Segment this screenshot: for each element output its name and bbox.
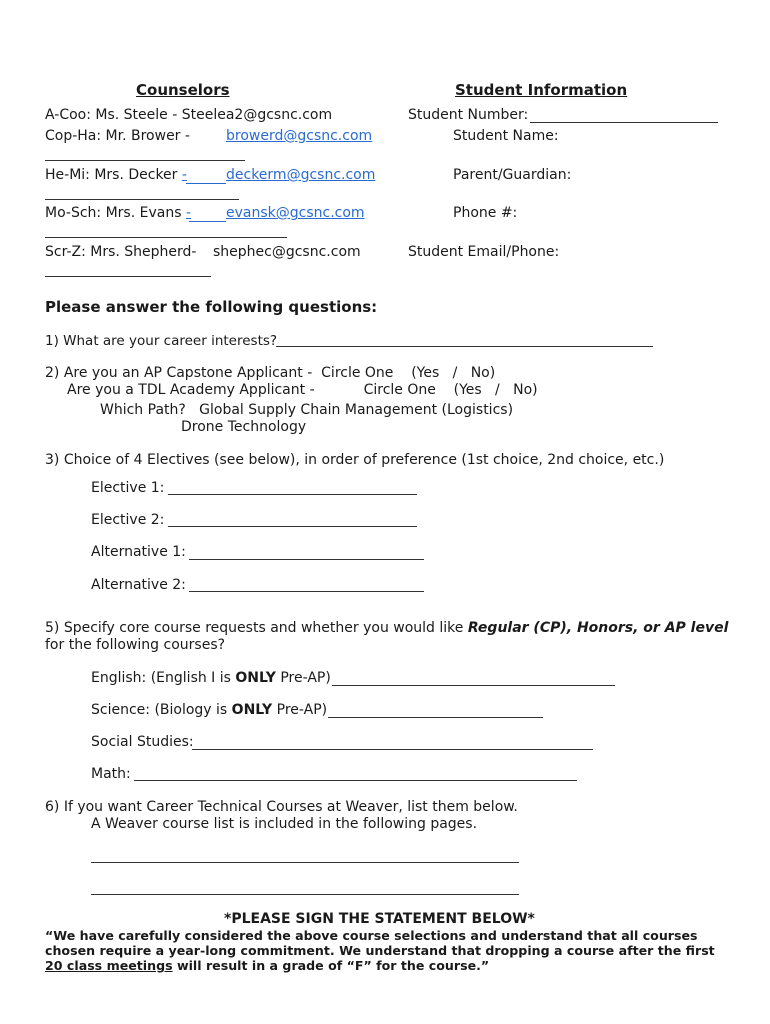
- q2-line1: 2) Are you an AP Capstone Applicant - Circle One (Yes / No): [45, 365, 496, 381]
- student-info-heading: Student Information: [455, 81, 628, 99]
- q3-text: 3) Choice of 4 Electives (see below), in order of preference (1st choice, 2nd choice, etc.): [45, 452, 665, 468]
- statement-rest: will result in a grade of “F” for the course.”: [172, 958, 490, 973]
- alternative-2-line[interactable]: [189, 591, 424, 592]
- statement-underlined: 20 class meetings: [45, 958, 173, 973]
- phone-label: Phone #:: [453, 205, 518, 221]
- counselor-row-3: [45, 167, 187, 183]
- counselor-email: shephec@gcsnc.com: [213, 244, 361, 260]
- counselor-dash-link[interactable]: -: [185, 205, 191, 221]
- blank-line: [45, 199, 239, 200]
- link-underline: [186, 183, 226, 184]
- counselor-dash-link[interactable]: -: [181, 167, 187, 183]
- parent-guardian-label: Parent/Guardian:: [453, 167, 572, 183]
- q5-text-2: for the following courses?: [45, 637, 226, 653]
- counselors-heading: Counselors: [136, 81, 230, 99]
- social-studies-label: Social Studies:: [91, 734, 194, 750]
- counselor-label: Mo-Sch: Mrs. Evans: [45, 205, 186, 221]
- q6-line-2[interactable]: [91, 894, 519, 895]
- blank-line: [45, 237, 287, 238]
- statement-title: *PLEASE SIGN THE STATEMENT BELOW*: [224, 911, 535, 927]
- q6-line-1[interactable]: [91, 862, 519, 863]
- english-label-pre: English: (English I is: [91, 670, 236, 686]
- counselor-row-4: [45, 205, 191, 221]
- questions-title: Please answer the following questions:: [45, 298, 378, 316]
- english-line[interactable]: [332, 685, 615, 686]
- q1-text: 1) What are your career interests?: [45, 333, 278, 349]
- counselor-email-link[interactable]: browerd@gcsnc.com: [226, 128, 373, 144]
- counselor-email[interactable]: Steelea2@gcsnc.com: [181, 107, 333, 123]
- blank-line: [45, 160, 245, 161]
- q5-emphasis: Regular (CP), Honors, or AP level: [467, 620, 729, 636]
- link-underline: [189, 221, 226, 222]
- math-label: Math:: [91, 766, 131, 782]
- statement-line-1: “We have carefully considered the above course selections and understand that all courses: [45, 928, 698, 943]
- science-line[interactable]: [328, 717, 543, 718]
- counselor-row-2: [45, 128, 190, 144]
- student-name-label: Student Name:: [453, 128, 559, 144]
- alternative-1-label: Alternative 1:: [91, 544, 186, 560]
- q6-text: 6) If you want Career Technical Courses at Weaver, list them below.: [45, 799, 518, 815]
- q6-sub: A Weaver course list is included in the following pages.: [91, 816, 478, 832]
- student-number-label: Student Number:: [408, 107, 529, 123]
- statement-line-3: [45, 958, 489, 973]
- alternative-1-line[interactable]: [189, 559, 424, 560]
- science-label: [91, 702, 327, 718]
- social-studies-line[interactable]: [192, 749, 593, 750]
- student-number-line[interactable]: [530, 122, 718, 123]
- counselor-row-5: [45, 244, 196, 260]
- english-label-bold: ONLY: [235, 670, 276, 686]
- q2-line4: Drone Technology: [181, 419, 307, 435]
- counselor-label: He-Mi: Mrs. Decker: [45, 167, 182, 183]
- counselor-label: Scr-Z: Mrs. Shepherd-: [45, 244, 197, 260]
- q2-line3: Which Path? Global Supply Chain Management (Logistics): [100, 402, 514, 418]
- alternative-2-label: Alternative 2:: [91, 577, 186, 593]
- science-label-pre: Science: (Biology is: [91, 702, 232, 718]
- q5-text: [45, 620, 728, 636]
- elective-1-line[interactable]: [168, 494, 417, 495]
- blank-line: [45, 276, 211, 277]
- q2-line2: Are you a TDL Academy Applicant - Circle One (Yes / No): [67, 382, 538, 398]
- counselor-email-link[interactable]: evansk@gcsnc.com: [226, 205, 365, 221]
- counselor-email-link[interactable]: deckerm@gcsnc.com: [226, 167, 376, 183]
- counselor-label: Cop-Ha: Mr. Brower -: [45, 128, 190, 144]
- english-label: [91, 670, 331, 686]
- science-label-bold: ONLY: [231, 702, 273, 718]
- elective-2-label: Elective 2:: [91, 512, 165, 528]
- student-email-phone-label: Student Email/Phone:: [408, 244, 560, 260]
- q5-prefix: 5) Specify core course requests and whether you would like: [45, 620, 468, 636]
- elective-1-label: Elective 1:: [91, 480, 165, 496]
- q1-answer-line[interactable]: [276, 346, 653, 347]
- math-line[interactable]: [134, 780, 577, 781]
- counselor-row-1: [45, 107, 332, 123]
- statement-line-2: chosen require a year-long commitment. We understand that dropping a course after the first: [45, 943, 715, 958]
- science-label-post: Pre-AP): [272, 702, 328, 718]
- english-label-post: Pre-AP): [275, 670, 331, 686]
- counselor-label: A-Coo: Ms. Steele -: [45, 107, 182, 123]
- elective-2-line[interactable]: [168, 526, 417, 527]
